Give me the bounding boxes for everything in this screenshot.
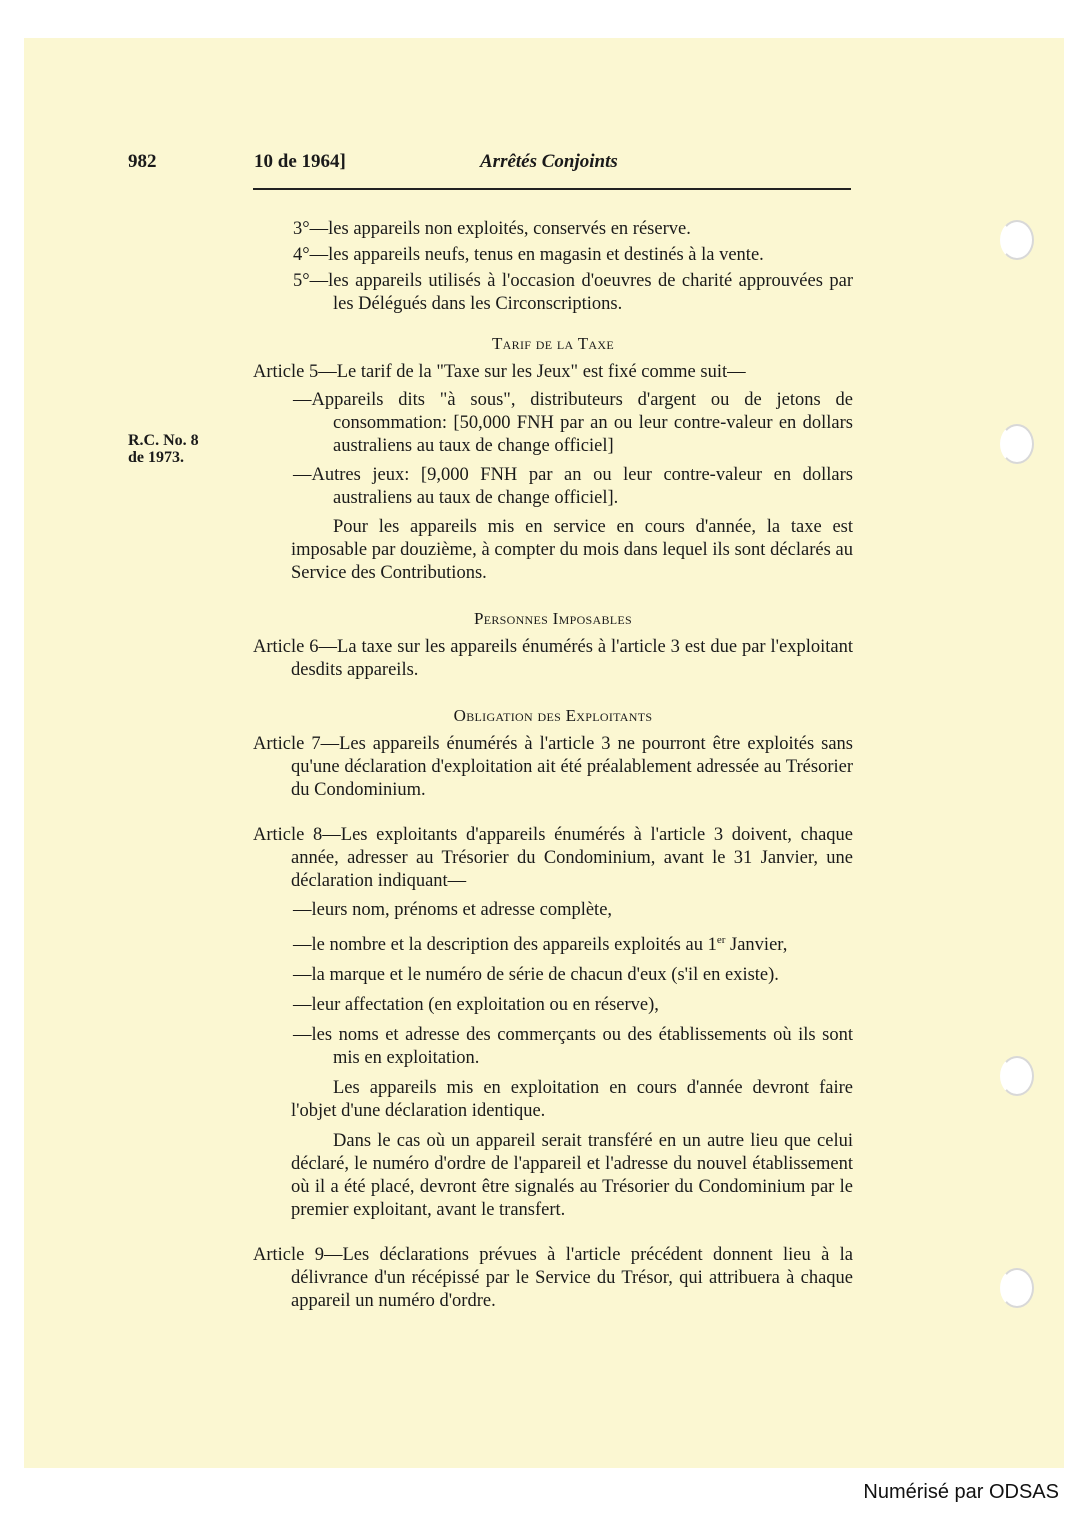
margin-note-line: de 1973. (128, 449, 184, 466)
header-reference: 10 de 1964] (254, 151, 346, 172)
article-8: Article 8—Les exploitants d'appareils énumérés à l'article 3 doivent, chaque année, adresser au Trésorier du Condominium, avant le 31 Janvier, une déclaration indiquant— (253, 825, 853, 891)
list-item: 4°—les appareils neufs, tenus en magasin et destinés à la vente. (293, 245, 764, 265)
article-7: Article 7—Les appareils énumérés à l'article 3 ne pourront être exploités sans qu'une déclaration d'exploitation ait été préalablement adressée au Trésorier du Condominium. (253, 734, 853, 800)
header-rule (253, 188, 851, 190)
list-item: 3°—les appareils non exploités, conservés en réserve. (293, 219, 691, 239)
obligation-paragraph: Dans le cas où un appareil serait transféré en un autre lieu que celui déclaré, le numéro d'ordre de l'appareil et l'adresse du nouvel établissement où il a été placé, devront être signalés au Trésorier du Condominium par le premier exploitant, avant le transfert. (291, 1131, 853, 1221)
tarif-paragraph: Pour les appareils mis en service en cours d'année, la taxe est imposable par douzième, à compter du mois dans lequel ils sont déclarés au Service des Contributions. (291, 517, 853, 583)
tarif-dash-item: —Autres jeux: [9,000 FNH par an ou leur contre-valeur en dollars australiens au taux de change officiel]. (293, 465, 853, 508)
punch-hole (1000, 1268, 1034, 1308)
section-heading-tarif: Tarif de la Taxe (491, 334, 614, 353)
article-5: Article 5—Le tarif de la "Taxe sur les Jeux" est fixé comme suit— (253, 362, 746, 382)
section-heading-obligation: Obligation des Exploitants (453, 706, 653, 725)
article-9: Article 9—Les déclarations prévues à l'article précédent donnent lieu à la délivrance d'un récépissé par le Service du Trésor, qui attribuera à chaque appareil un numéro d'ordre. (253, 1245, 853, 1312)
dash-text: —le nombre et la description des appareils exploités au 1 (293, 935, 717, 956)
obligation-dash-item: —les noms et adresse des commerçants ou des établissements où ils sont mis en exploitation. (293, 1025, 853, 1069)
margin-note (128, 432, 199, 466)
tarif-dash-item: —Appareils dits "à sous", distributeurs d'argent ou de jetons de consommation: [50,000 FNH par an ou leur contre-valeur en dollars australiens au taux de change officiel] (293, 390, 853, 456)
punch-hole (1000, 1056, 1034, 1096)
page-title: Arrêtés Conjoints (480, 151, 618, 172)
obligation-paragraph: Les appareils mis en exploitation en cours d'année devront faire l'objet d'une déclaration identique. (291, 1078, 853, 1122)
superscript: er (716, 934, 726, 946)
punch-hole (1000, 424, 1034, 464)
document-body (253, 218, 853, 1313)
dash-text: Janvier, (725, 935, 788, 956)
article-6: Article 6—La taxe sur les appareils énumérés à l'article 3 est due par l'exploitant desdits appareils. (253, 637, 853, 680)
list-item: 5°—les appareils utilisés à l'occasion d'oeuvres de charité approuvées par les Délégués dans les Circonscriptions. (293, 271, 853, 314)
section-heading-personnes: Personnes Imposables (473, 609, 633, 628)
punch-hole (1000, 220, 1034, 260)
obligation-dash-item (253, 929, 853, 957)
footer-credit: Numérisé par ODSAS (863, 1481, 1059, 1503)
obligation-dash-item: —leur affectation (en exploitation ou en réserve), (293, 995, 659, 1016)
margin-note-line: R.C. No. 8 (128, 432, 199, 449)
obligation-dash-item: —la marque et le numéro de série de chacun d'eux (s'il en existe). (293, 965, 779, 986)
obligation-dash-item: —leurs nom, prénoms et adresse complète, (293, 900, 613, 920)
page-number: 982 (128, 151, 157, 172)
